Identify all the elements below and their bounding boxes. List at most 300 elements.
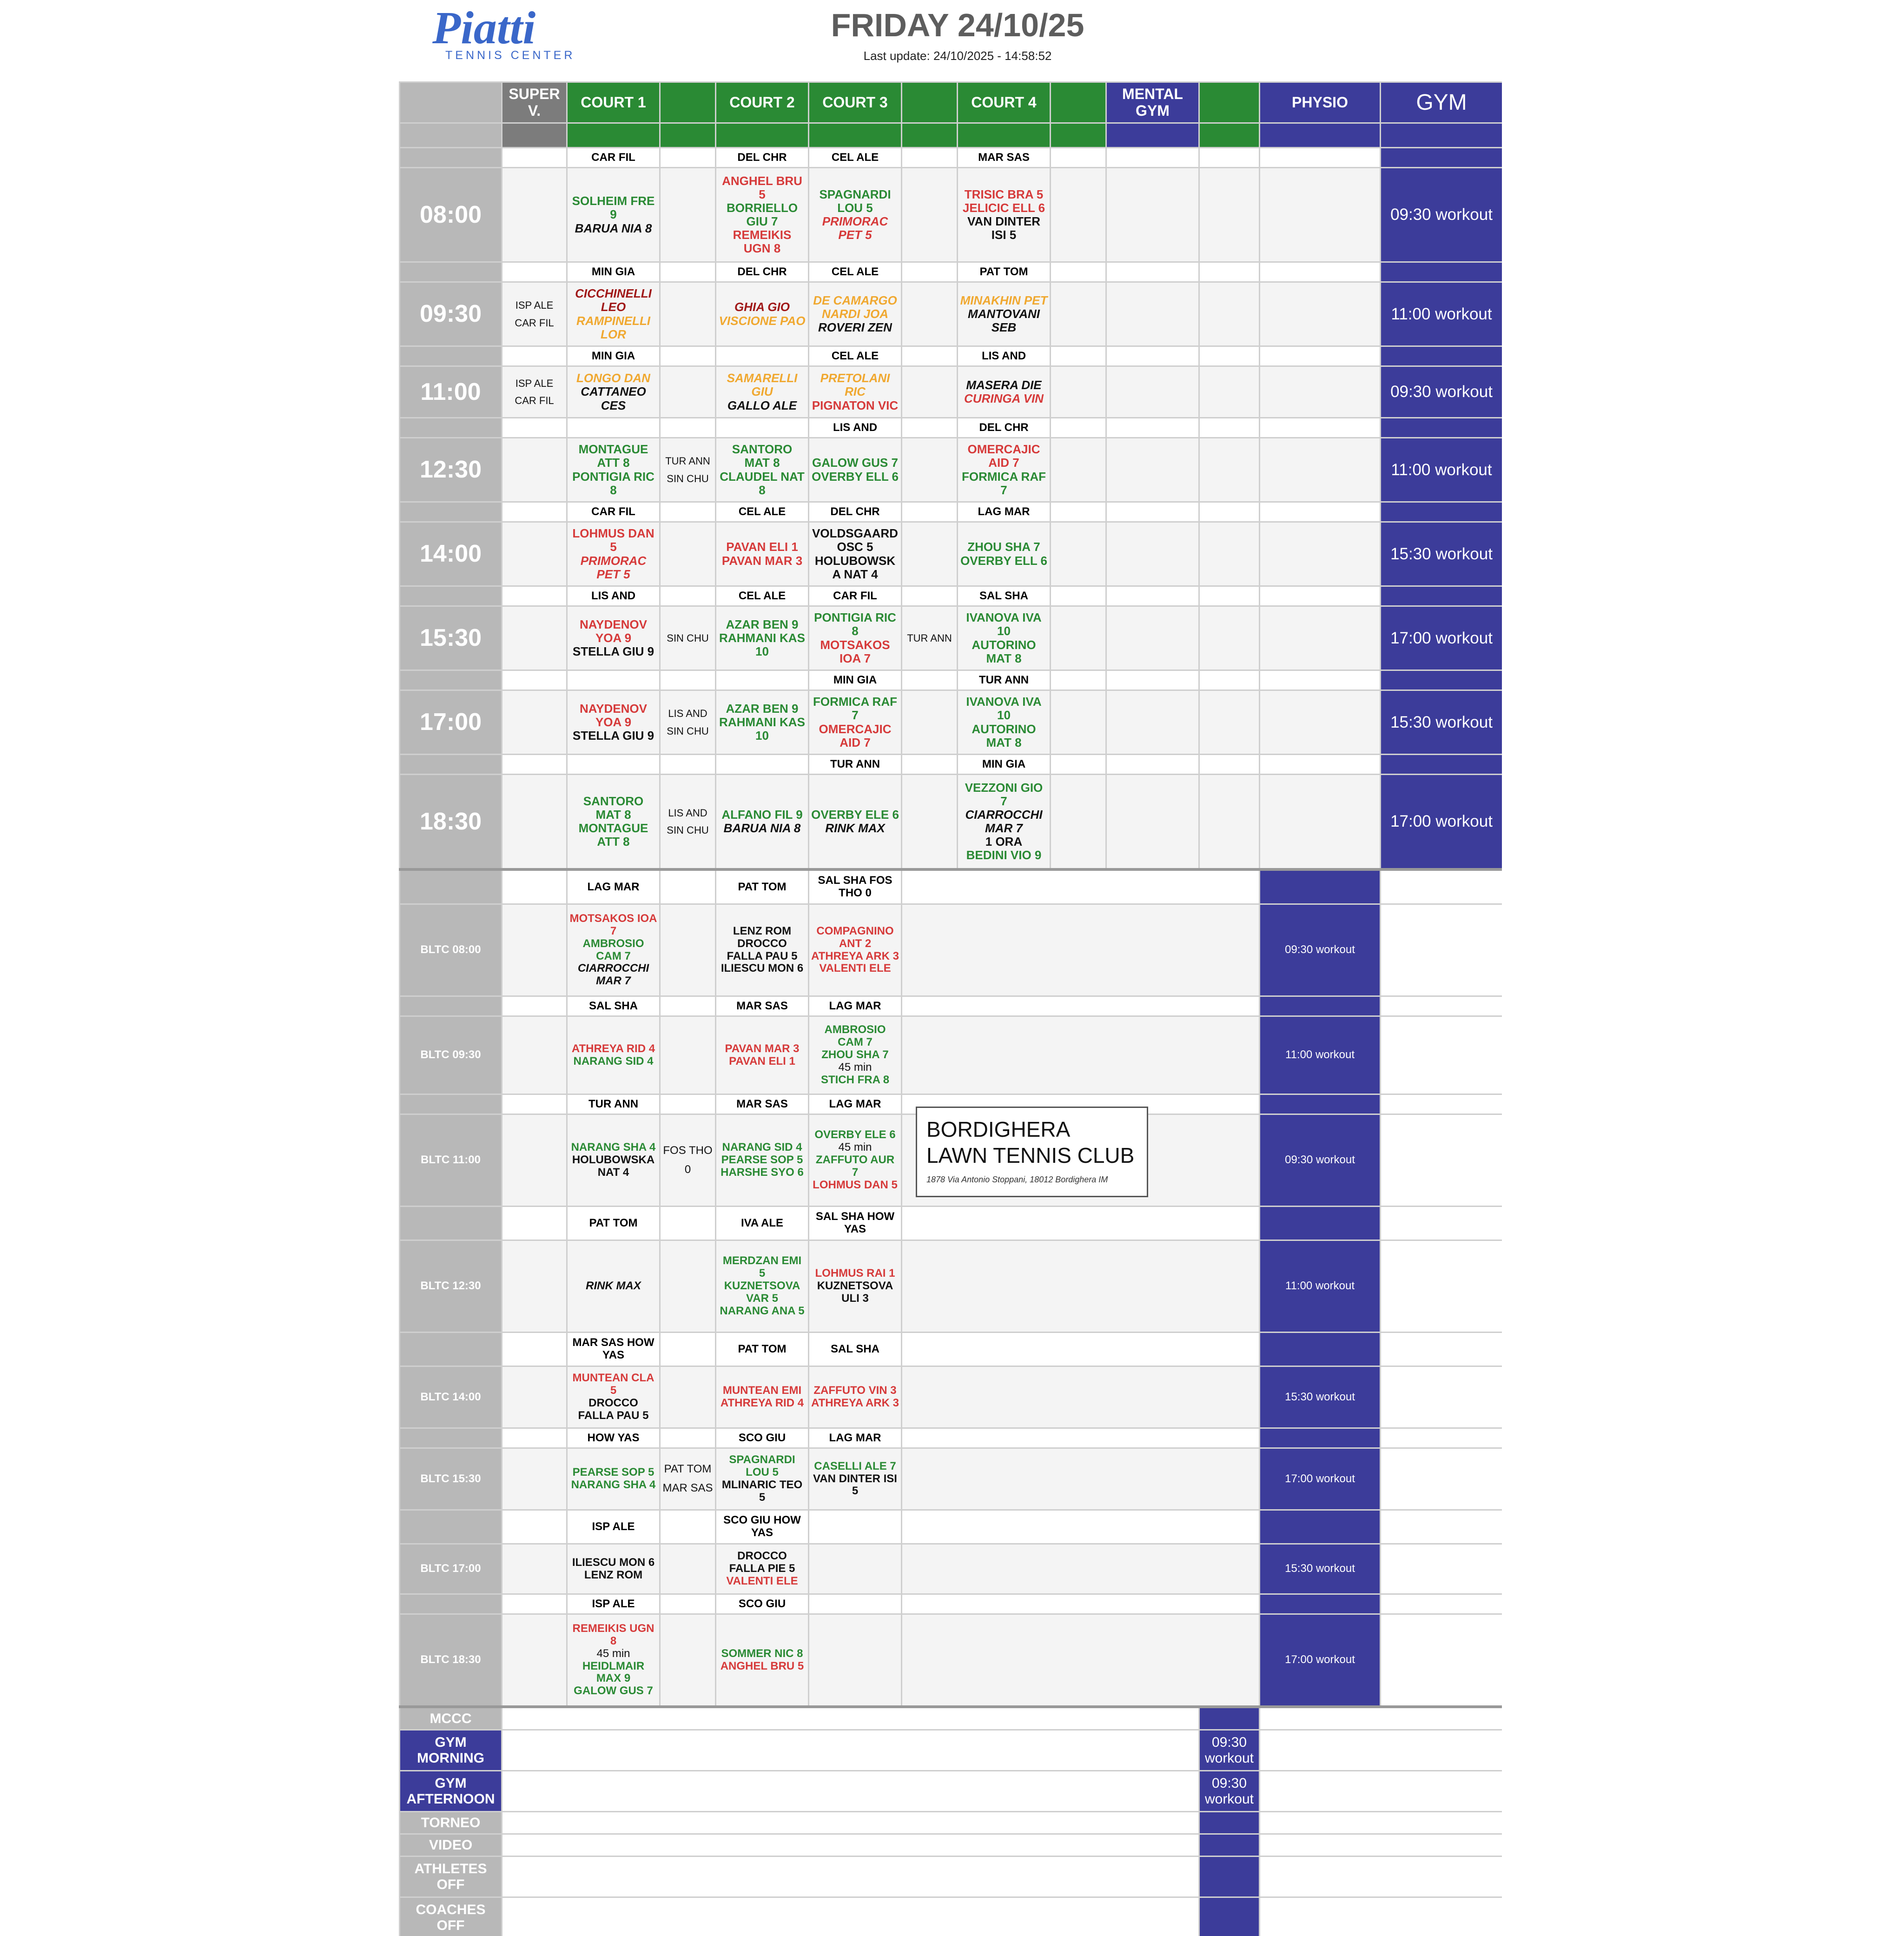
bltc-time-slot: BLTC 15:30 [400, 1448, 502, 1510]
column-header: COURT 2 [716, 82, 809, 123]
court2-coach [716, 418, 809, 438]
schedule-grid [399, 81, 1502, 1936]
court3b-cell [902, 690, 958, 755]
court4b-sub [1051, 418, 1106, 438]
court4-cell [958, 366, 1051, 418]
player-entry: IVANOVA IVA 10 [966, 610, 1042, 638]
physio-sub [1260, 1510, 1381, 1544]
court4-cell [958, 282, 1051, 346]
court1-coach [567, 755, 660, 775]
column-header [660, 82, 716, 123]
court1-cell [567, 366, 660, 418]
court3-coach: CEL ALE [809, 262, 902, 282]
mental-gym-cell [1106, 438, 1199, 502]
player-entry: LENZ ROM [733, 924, 792, 937]
physio-sub [1260, 346, 1381, 366]
mental-gym-b-sub [1199, 262, 1260, 282]
superv-cell [502, 775, 567, 870]
physio-sub [1260, 262, 1381, 282]
court3-cell [809, 1366, 902, 1428]
physio-sub [1260, 502, 1381, 522]
player-entry: AZAR BEN 9 [726, 617, 799, 631]
time-gap [400, 418, 502, 438]
player-entry: VAN DINTER ISI 5 [813, 1472, 897, 1498]
player-entry: ZAFFUTO VIN 3 [813, 1384, 897, 1397]
header-band [809, 123, 902, 148]
physio-sub [1260, 1207, 1381, 1240]
player-entry: ALFANO FIL 9 [721, 807, 803, 822]
court1b-sub [660, 1594, 716, 1614]
physio-cell [1260, 522, 1381, 586]
gym-sub [1381, 1594, 1502, 1614]
court3b-cell [902, 438, 958, 502]
court3-cell [809, 775, 902, 870]
staff-entry: FOS THO 0 [663, 1144, 713, 1176]
court1-coach: ISP ALE [567, 1594, 660, 1614]
empty-sub [902, 1594, 1260, 1614]
court4b-cell [1051, 366, 1106, 418]
court1b-sub [660, 755, 716, 775]
player-entry: LOHMUS DAN 5 [572, 526, 654, 554]
player-entry: NARANG SID 4 [722, 1141, 802, 1154]
player-entry: NARANG SID 4 [573, 1054, 654, 1067]
gym-workout: 11:00 workout [1381, 282, 1502, 346]
court1-cell [567, 1016, 660, 1094]
player-entry: RAHMANI KAS 10 [719, 630, 805, 659]
player-entry: 45 min [838, 1141, 872, 1154]
club-name-line1: BORDIGHERA [926, 1117, 1071, 1141]
header-band [716, 123, 809, 148]
physio-cell [1260, 690, 1381, 755]
column-header: GYM [1381, 82, 1502, 123]
court1-coach: LAG MAR [567, 869, 660, 904]
time-slot: 15:30 [400, 606, 502, 670]
court2-cell [716, 904, 809, 996]
player-entry: NAYDENOV YOA 9 [580, 701, 647, 729]
player-entry: STELLA GIU 9 [572, 729, 654, 743]
superv-cell [502, 1614, 567, 1707]
player-entry: RAMPINELLI LOR [576, 313, 650, 341]
court4-coach: TUR ANN [958, 670, 1051, 690]
footer-label: ATHLETES OFF [400, 1856, 502, 1897]
superv-sub [502, 148, 567, 168]
player-entry: RINK MAX [825, 821, 885, 835]
bltc-time-slot: BLTC 18:30 [400, 1614, 502, 1707]
player-entry: SPAGNARDI LOU 5 [819, 187, 891, 215]
time-gap [400, 148, 502, 168]
player-entry: MONTAGUE ATT 8 [578, 442, 648, 470]
court2-coach [716, 346, 809, 366]
superv-cell [502, 606, 567, 670]
gym-sub [1381, 148, 1502, 168]
court3-coach: LAG MAR [809, 996, 902, 1016]
court1-coach: HOW YAS [567, 1428, 660, 1448]
column-header: COURT 1 [567, 82, 660, 123]
court3-coach: SAL SHA FOS THO 0 [809, 869, 902, 904]
mental-gym-cell [1106, 606, 1199, 670]
footer-span [502, 1771, 1199, 1812]
court2-coach: SCO GIU HOW YAS [716, 1510, 809, 1544]
bltc-time-slot: BLTC 12:30 [400, 1240, 502, 1333]
player-entry: LOHMUS RAI 1 [815, 1267, 895, 1280]
court2-cell [716, 1114, 809, 1207]
empty-sub [902, 869, 1260, 904]
court1b-sub [660, 1207, 716, 1240]
superv-sub [502, 418, 567, 438]
player-entry: BARUA NIA 8 [723, 821, 801, 835]
header-band [1199, 123, 1260, 148]
court3-cell [809, 690, 902, 755]
court3-cell [809, 904, 902, 996]
court2-coach: SCO GIU [716, 1428, 809, 1448]
footer-gym: 09:30 workout [1199, 1730, 1260, 1771]
footer-span [502, 1730, 1199, 1771]
player-entry: RINK MAX [586, 1280, 641, 1293]
court2-cell [716, 366, 809, 418]
staff-entry: TUR ANN [665, 455, 710, 467]
court1b-cell [660, 1114, 716, 1207]
physio-sub [1260, 1428, 1381, 1448]
time-slot: 12:30 [400, 438, 502, 502]
player-entry: GALLO ALE [727, 398, 797, 412]
footer-gym [1199, 1897, 1260, 1936]
court1b-sub [660, 502, 716, 522]
player-entry: TRISIC BRA 5 [964, 187, 1044, 201]
gym-sub [1381, 996, 1502, 1016]
player-entry: AUTORINO MAT 8 [972, 722, 1036, 749]
logo-subtitle: TENNIS CENTER [445, 49, 575, 62]
footer-label: MCCC [400, 1707, 502, 1730]
court4-coach: MIN GIA [958, 755, 1051, 775]
mental-gym-cell [1106, 168, 1199, 262]
player-entry: OMERCAJIC AID 7 [819, 722, 892, 749]
court2-coach: CEL ALE [716, 586, 809, 606]
club-address: 1878 Via Antonio Stoppani, 18012 Bordighera IM [926, 1175, 1108, 1184]
court2-cell [716, 690, 809, 755]
player-entry: 1 ORA [985, 835, 1023, 849]
player-entry: VEZZONI GIO 7 [965, 780, 1043, 808]
player-entry: PONTIGIA RIC 8 [572, 469, 654, 497]
player-entry: LOHMUS DAN 5 [813, 1178, 898, 1191]
court3b-sub [902, 755, 958, 775]
player-entry: ILIESCU MON 6 [572, 1556, 655, 1569]
staff-entry: SIN CHU [667, 472, 709, 484]
player-entry: ANGHEL BRU 5 [722, 173, 802, 201]
player-entry: NARANG ANA 5 [720, 1304, 805, 1317]
gym-cell [1381, 904, 1502, 996]
court1b-cell [660, 1614, 716, 1707]
player-entry: SAMARELLI GIU [727, 371, 798, 399]
player-entry: SPAGNARDI LOU 5 [729, 1453, 795, 1479]
gym-workout: 09:30 workout [1381, 168, 1502, 262]
staff-entry: LIS AND [668, 807, 707, 819]
gym-sub [1381, 1510, 1502, 1544]
court1b-sub [660, 148, 716, 168]
court2-cell [716, 1544, 809, 1594]
court1-coach [567, 670, 660, 690]
court1b-sub [660, 1510, 716, 1544]
court1-cell [567, 606, 660, 670]
bltc-time-slot: BLTC 08:00 [400, 904, 502, 996]
time-gap [400, 502, 502, 522]
court1b-sub [660, 996, 716, 1016]
court3-coach: SAL SHA HOW YAS [809, 1207, 902, 1240]
court4b-cell [1051, 282, 1106, 346]
court1-coach: PAT TOM [567, 1207, 660, 1240]
time-gap [400, 996, 502, 1016]
court3b-cell [902, 606, 958, 670]
last-update: Last update: 24/10/2025 - 14:58:52 [863, 49, 1052, 63]
header-band [1051, 123, 1106, 148]
mental-gym-b-cell [1199, 775, 1260, 870]
bltc-time-slot: BLTC 14:00 [400, 1366, 502, 1428]
player-entry: ATHREYA ARK 3 [811, 1397, 899, 1409]
time-gap [400, 1333, 502, 1366]
court1-coach: SAL SHA [567, 996, 660, 1016]
physio-sub [1260, 148, 1381, 168]
court4-coach: DEL CHR [958, 418, 1051, 438]
court3-coach: CEL ALE [809, 148, 902, 168]
court1b-sub [660, 670, 716, 690]
court1-coach [567, 418, 660, 438]
player-entry: ANGHEL BRU 5 [720, 1659, 804, 1672]
gym-workout: 15:30 workout [1381, 690, 1502, 755]
court1-coach: MIN GIA [567, 346, 660, 366]
player-entry: DE CAMARGO NARDI JOA [813, 293, 897, 321]
mental-gym-b-sub [1199, 148, 1260, 168]
column-header [902, 82, 958, 123]
player-entry: VALENTI ELE [726, 1574, 798, 1587]
club-name-line2: LAWN TENNIS CLUB [926, 1143, 1135, 1167]
empty-sub [902, 1428, 1260, 1448]
court3b-sub [902, 148, 958, 168]
physio-workout: 11:00 workout [1260, 1240, 1381, 1333]
superv-cell [502, 522, 567, 586]
superv-sub [502, 586, 567, 606]
empty-cell [902, 1240, 1260, 1333]
gym-sub [1381, 346, 1502, 366]
mental-gym-sub [1106, 262, 1199, 282]
court1-cell [567, 1614, 660, 1707]
player-entry: LONGO DAN [576, 371, 650, 385]
superv-cell [502, 1544, 567, 1594]
player-entry: CICCHINELLI LEO [575, 286, 652, 314]
player-entry: NAYDENOV YOA 9 [580, 617, 647, 645]
player-entry: SOLHEIM FRE 9 [572, 194, 655, 222]
player-entry: HARSHE SYO 6 [721, 1166, 804, 1179]
staff-entry: SIN CHU [667, 632, 709, 644]
court1b-cell [660, 366, 716, 418]
gym-cell [1381, 1240, 1502, 1333]
player-entry: CIARROCCHI MAR 7 [965, 807, 1043, 835]
player-entry: FORMICA RAF 7 [813, 695, 897, 723]
mental-gym-sub [1106, 586, 1199, 606]
column-header: COURT 3 [809, 82, 902, 123]
player-entry: ROVERI ZEN [818, 320, 892, 335]
player-entry: AMBROSIO CAM 7 [582, 937, 644, 962]
bltc-time-slot: BLTC 09:30 [400, 1016, 502, 1094]
mental-gym-cell [1106, 522, 1199, 586]
court1-cell [567, 438, 660, 502]
court1-cell [567, 168, 660, 262]
physio-sub [1260, 670, 1381, 690]
player-entry: PRIMORAC PET 5 [580, 553, 647, 581]
superv-sub [502, 869, 567, 904]
superv-sub [502, 1094, 567, 1114]
court4b-sub [1051, 502, 1106, 522]
court1-cell [567, 1366, 660, 1428]
player-entry: REMEIKIS UGN 8 [733, 228, 792, 256]
court3b-sub [902, 262, 958, 282]
court1b-sub [660, 586, 716, 606]
court4b-cell [1051, 775, 1106, 870]
time-gap [400, 1207, 502, 1240]
court1b-sub [660, 418, 716, 438]
player-entry: MONTAGUE ATT 8 [578, 821, 648, 849]
mental-gym-sub [1106, 502, 1199, 522]
court1b-sub [660, 1428, 716, 1448]
physio-cell [1260, 282, 1381, 346]
court4-cell [958, 606, 1051, 670]
court1-cell [567, 282, 660, 346]
header-band [1106, 123, 1199, 148]
player-entry: ATHREYA ARK 3 [811, 949, 899, 962]
mental-gym-b-cell [1199, 282, 1260, 346]
physio-workout: 09:30 workout [1260, 904, 1381, 996]
footer-label: VIDEO [400, 1834, 502, 1856]
physio-cell [1260, 775, 1381, 870]
gym-cell [1381, 1614, 1502, 1707]
gym-cell [1381, 1448, 1502, 1510]
staff-entry: PAT TOM [664, 1463, 712, 1476]
player-entry: AMBROSIO CAM 7 [824, 1023, 886, 1049]
time-slot: 17:00 [400, 690, 502, 755]
court3-coach: TUR ANN [809, 755, 902, 775]
footer-span [502, 1707, 1199, 1730]
footer-label: GYM MORNING [400, 1730, 502, 1771]
mental-gym-b-sub [1199, 755, 1260, 775]
mental-gym-sub [1106, 418, 1199, 438]
player-entry: GALOW GUS 7 [574, 1684, 653, 1697]
player-entry: FORMICA RAF 7 [961, 469, 1046, 497]
court4-coach: LAG MAR [958, 502, 1051, 522]
court3b-cell [902, 775, 958, 870]
staff-entry: SIN CHU [667, 824, 709, 836]
player-entry: STICH FRA 8 [820, 1073, 890, 1086]
court3-coach: CAR FIL [809, 586, 902, 606]
court1b-sub [660, 1333, 716, 1366]
court3b-cell [902, 366, 958, 418]
court2-coach: DEL CHR [716, 262, 809, 282]
player-entry: OVERBY ELL 6 [812, 469, 899, 484]
court2-coach: PAT TOM [716, 869, 809, 904]
gym-sub [1381, 502, 1502, 522]
physio-cell [1260, 438, 1381, 502]
court4-cell [958, 168, 1051, 262]
court2-cell [716, 1016, 809, 1094]
player-entry: ZHOU SHA 7 [821, 1048, 889, 1061]
player-entry: BEDINI VIO 9 [966, 848, 1042, 862]
court2-coach: DEL CHR [716, 148, 809, 168]
gym-sub [1381, 1207, 1502, 1240]
player-entry: VAN DINTER ISI 5 [967, 214, 1040, 242]
court1-coach: MAR SAS HOW YAS [567, 1333, 660, 1366]
superv-cell [502, 1366, 567, 1428]
court2-coach: SCO GIU [716, 1594, 809, 1614]
gym-workout: 17:00 workout [1381, 775, 1502, 870]
corner-cell [400, 82, 502, 123]
court2-coach: IVA ALE [716, 1207, 809, 1240]
court4b-cell [1051, 522, 1106, 586]
physio-workout: 09:30 workout [1260, 1114, 1381, 1207]
player-entry: MUNTEAN EMI [722, 1384, 802, 1397]
court3-cell [809, 1016, 902, 1094]
player-entry: ATHREYA RID 4 [571, 1042, 655, 1055]
player-entry: ILIESCU MON 6 [721, 962, 804, 975]
footer-gym [1199, 1856, 1260, 1897]
empty-cell [902, 1016, 1260, 1094]
player-entry: MOTSAKOS IOA 7 [820, 637, 890, 665]
piatti-logo [432, 2, 581, 62]
superv-cell [502, 1240, 567, 1333]
player-entry: KUZNETSOVA ULI 3 [817, 1280, 893, 1305]
court2-cell [716, 775, 809, 870]
empty-cell [902, 1614, 1260, 1707]
court1b-cell [660, 606, 716, 670]
superv-cell [502, 1448, 567, 1510]
player-entry: MASERA DIE [966, 378, 1042, 392]
court3-coach: LAG MAR [809, 1094, 902, 1114]
mental-gym-b-cell [1199, 522, 1260, 586]
time-gap [400, 1428, 502, 1448]
player-entry: HOLUBOWSKA NAT 4 [814, 553, 896, 581]
player-entry: NARANG SHA 4 [571, 1479, 656, 1491]
court3-cell [809, 438, 902, 502]
court3-coach: DEL CHR [809, 502, 902, 522]
court2-cell [716, 1448, 809, 1510]
physio-workout: 15:30 workout [1260, 1544, 1381, 1594]
court4b-sub [1051, 346, 1106, 366]
player-entry: SOMMER NIC 8 [721, 1647, 803, 1660]
court3-cell [809, 1544, 902, 1594]
superv-cell [502, 282, 567, 346]
mental-gym-sub [1106, 755, 1199, 775]
gym-sub [1381, 755, 1502, 775]
player-entry: BARUA NIA 8 [575, 221, 652, 235]
gym-sub [1381, 418, 1502, 438]
court3-coach: SAL SHA [809, 1333, 902, 1366]
player-entry: CLAUDEL NAT 8 [720, 469, 805, 497]
court1-coach: CAR FIL [567, 502, 660, 522]
court3-cell [809, 1114, 902, 1207]
player-entry: DROCCO FALLA PAU 5 [727, 937, 798, 962]
player-entry: CASELLI ALE 7 [814, 1459, 896, 1472]
court1b-sub [660, 869, 716, 904]
player-entry: OMERCAJIC AID 7 [967, 442, 1040, 470]
mental-gym-sub [1106, 148, 1199, 168]
physio-sub [1260, 996, 1381, 1016]
physio-sub [1260, 755, 1381, 775]
court2-coach: MAR SAS [716, 996, 809, 1016]
court4-cell [958, 522, 1051, 586]
time-gap [400, 670, 502, 690]
mental-gym-sub [1106, 346, 1199, 366]
court1-cell [567, 690, 660, 755]
court2-cell [716, 1366, 809, 1428]
player-entry: HOLUBOWSKA NAT 4 [572, 1154, 655, 1179]
footer-span [502, 1834, 1199, 1856]
court1-cell [567, 1544, 660, 1594]
